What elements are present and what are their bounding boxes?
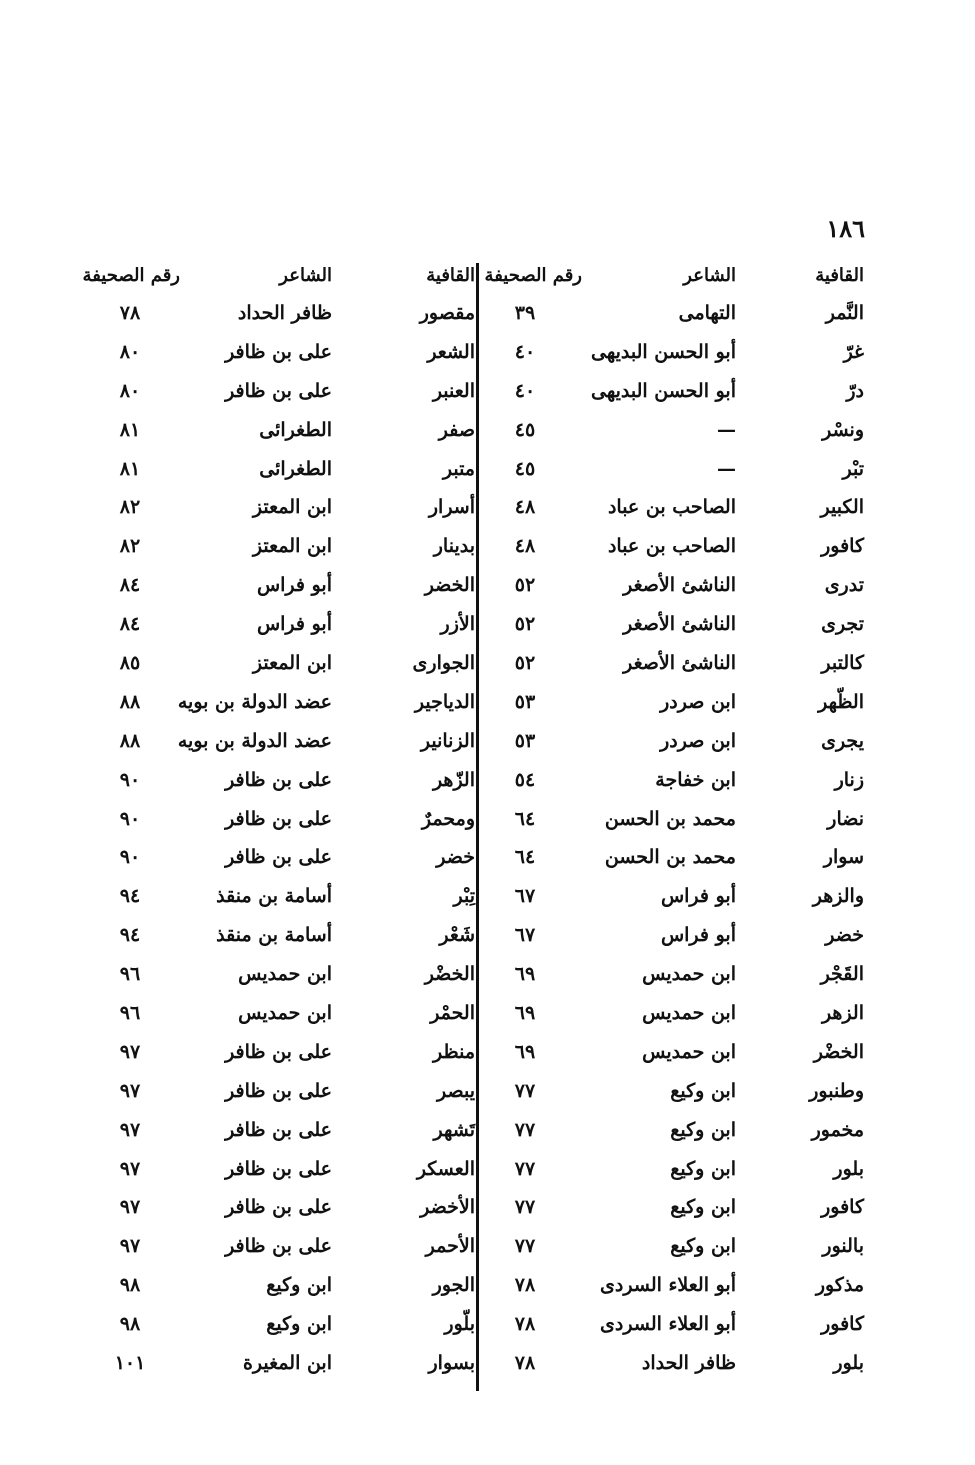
table-row [80, 761, 475, 800]
rhyme-cell: خضر [436, 846, 475, 869]
column-divider [476, 263, 479, 1391]
page-cell: ٨٠ [119, 340, 141, 363]
page-cell: ٤٠ [514, 340, 536, 363]
table-row [482, 683, 872, 722]
table-row [80, 605, 475, 644]
table-row [482, 916, 872, 955]
poet-cell: على بن ظافر [225, 379, 332, 402]
poet-cell: أبو الحسن البديهى [590, 340, 736, 363]
table-row [80, 1033, 475, 1072]
rhyme-cell: وطنبور [809, 1079, 864, 1102]
table-row [80, 877, 475, 916]
table-row [80, 1305, 475, 1344]
page-cell: ٤٠ [514, 379, 536, 402]
poet-cell: الصاحب بن عباد [607, 535, 736, 558]
poet-cell: ابن وكيع [670, 1196, 736, 1219]
table-row [80, 566, 475, 605]
rhyme-cell: الزهر [821, 1002, 864, 1025]
poet-cell: على بن ظافر [225, 1118, 332, 1141]
poet-cell: أبو فراس [256, 574, 332, 597]
table-row [482, 761, 872, 800]
poet-cell: أسامة بن منقذ [216, 885, 332, 908]
page-cell: ٨٥ [119, 652, 141, 675]
poet-cell: ابن صردر [660, 729, 736, 752]
table-row [80, 411, 475, 450]
page-cell: ٨٨ [119, 690, 141, 713]
rhyme-cell: الزنانير [420, 729, 475, 752]
poet-cell: ابن وكيع [670, 1118, 736, 1141]
table-row [482, 1150, 872, 1189]
rhyme-cell: الظّهر [818, 690, 864, 713]
rhyme-cell: العسكر [416, 1157, 475, 1180]
rhyme-cell: الأزر [440, 613, 475, 636]
rhyme-cell: مقصور [419, 302, 475, 324]
poet-cell: ابن وكيع [670, 1157, 736, 1180]
page-cell: ٩٨ [119, 1274, 141, 1297]
poet-cell: أبو الحسن البديهى [590, 379, 736, 402]
header-page: رقم الصحيفة [484, 265, 582, 286]
page-cell: ٩٧ [119, 1157, 141, 1180]
poet-cell: ابن وكيع [266, 1274, 332, 1297]
table-row [80, 1150, 475, 1189]
table-row [80, 916, 475, 955]
page-cell: ٩٤ [119, 924, 141, 947]
table-row [80, 955, 475, 994]
rhyme-cell: سوار [823, 846, 864, 869]
table-row [482, 1344, 872, 1383]
poet-cell: أسامة بن منقذ [216, 924, 332, 947]
page-cell: ٤٨ [514, 535, 536, 558]
rhyme-cell: تبْر [842, 457, 864, 480]
rhyme-cell: ونسْر [822, 418, 864, 441]
rhyme-cell: الحمْر [430, 1002, 475, 1025]
table-row [482, 605, 872, 644]
table-header [482, 258, 872, 294]
poet-cell: على بن ظافر [225, 768, 332, 791]
poet-cell: ابن المعتز [252, 652, 332, 675]
page-cell: ٤٥ [514, 457, 536, 480]
page-cell: ٨٢ [119, 496, 141, 519]
table-row [482, 1188, 872, 1227]
table-row [80, 294, 475, 333]
rhyme-cell: يبصر [437, 1079, 475, 1102]
page-cell: ٦٩ [514, 1040, 536, 1063]
page-cell: ٥٣ [514, 690, 536, 713]
page-cell: ٩٠ [119, 846, 141, 869]
page-cell: ٧٧ [514, 1196, 536, 1219]
page-cell: ٧٧ [514, 1157, 536, 1180]
table-row [482, 800, 872, 839]
table-row [482, 1266, 872, 1305]
poet-cell: ابن حمديس [238, 1002, 332, 1025]
rhyme-cell: الكبير [820, 496, 864, 519]
table-header [80, 258, 475, 294]
page-cell: ٤٨ [514, 496, 536, 519]
poet-cell: الناشئ الأصغر [623, 652, 736, 675]
page-cell: ٩٧ [119, 1118, 141, 1141]
page-cell: ١٠١ [114, 1352, 146, 1375]
rhyme-cell: بلور [833, 1352, 864, 1375]
page-cell: ٧٨ [514, 1313, 536, 1336]
rhyme-cell: بلور [833, 1157, 864, 1180]
table-row [80, 1111, 475, 1150]
poet-cell: التهامى [678, 302, 736, 324]
poet-cell: على بن ظافر [225, 1040, 332, 1063]
rhyme-cell: الشعر [427, 340, 475, 363]
rhyme-cell: بسوار [428, 1352, 475, 1375]
page-cell: ٣٩ [514, 302, 536, 324]
page-cell: ٧٧ [514, 1118, 536, 1141]
page-cell: ٥٢ [514, 574, 536, 597]
poet-cell: ابن وكيع [266, 1313, 332, 1336]
rhyme-cell: غرّ [843, 340, 864, 363]
poet-cell: أبو العلاء السردى [600, 1313, 736, 1336]
table-row [80, 800, 475, 839]
page-cell: ٨٨ [119, 729, 141, 752]
table-row [80, 1072, 475, 1111]
page-cell: ٦٩ [514, 963, 536, 986]
poet-cell: ابن المعتز [252, 496, 332, 519]
poet-cell: على بن ظافر [225, 807, 332, 830]
page-cell: ٤٥ [514, 418, 536, 441]
rhyme-cell: كافور [821, 1196, 864, 1219]
page-cell: ٨٠ [119, 379, 141, 402]
rhyme-cell: أسرار [428, 496, 475, 519]
rhyme-cell: كافور [821, 1313, 864, 1336]
table-row [482, 644, 872, 683]
page-cell: ٩٤ [119, 885, 141, 908]
poet-cell: — [717, 418, 736, 441]
table-row [80, 838, 475, 877]
table-row [80, 372, 475, 411]
poet-cell: أبو فراس [256, 613, 332, 636]
poet-cell: أبو فراس [660, 885, 736, 908]
page-cell: ٥٢ [514, 613, 536, 636]
table-row [80, 722, 475, 761]
table-row [482, 488, 872, 527]
poet-cell: محمد بن الحسن [604, 846, 736, 869]
page-cell: ٩٧ [119, 1079, 141, 1102]
rhyme-cell: بالنور [822, 1235, 864, 1258]
table-row [482, 877, 872, 916]
poet-cell: ابن المعتز [252, 535, 332, 558]
page-cell: ٦٤ [514, 846, 536, 869]
table-row [80, 450, 475, 489]
rhyme-cell: الجوارى [412, 652, 475, 675]
table-row [80, 1188, 475, 1227]
page-cell: ٧٧ [514, 1235, 536, 1258]
poet-cell: أبو فراس [660, 924, 736, 947]
page-cell: ٨٤ [119, 574, 141, 597]
poet-cell: على بن ظافر [225, 340, 332, 363]
page-cell: ٩٠ [119, 807, 141, 830]
poet-cell: ابن وكيع [670, 1235, 736, 1258]
rhyme-cell: زنار [834, 768, 864, 791]
table-row [80, 1344, 475, 1383]
rhyme-cell: القَجْر [820, 963, 864, 986]
table-row [80, 644, 475, 683]
rhyme-cell: شَعْر [439, 924, 475, 947]
page-cell: ٨١ [119, 457, 141, 480]
rhyme-cell: العنبر [432, 379, 475, 402]
table-row [482, 1033, 872, 1072]
table-row [80, 1227, 475, 1266]
poet-cell: محمد بن الحسن [604, 807, 736, 830]
poet-cell: ابن حمديس [642, 1040, 736, 1063]
page-cell: ٦٧ [514, 885, 536, 908]
rhyme-cell: يجرى [821, 729, 864, 752]
page-cell: ٧٧ [514, 1079, 536, 1102]
page-cell: ٩٦ [119, 1002, 141, 1025]
poet-cell: ابن صردر [660, 690, 736, 713]
table-row [80, 527, 475, 566]
poet-cell: ابن حمديس [642, 1002, 736, 1025]
rhyme-cell: الدياجير [414, 690, 475, 713]
rhyme-cell: كالتبر [821, 652, 864, 675]
rhyme-cell: الخضْر [424, 963, 475, 986]
page-number: ١٨٦ [826, 214, 865, 243]
table-row [482, 994, 872, 1033]
rhyme-cell: مذكور [815, 1274, 864, 1297]
table-row [80, 683, 475, 722]
poet-cell: ابن وكيع [670, 1079, 736, 1102]
poet-cell: ابن حمديس [238, 963, 332, 986]
page-cell: ٨٢ [119, 535, 141, 558]
poet-cell: على بن ظافر [225, 1235, 332, 1258]
index-table-left [80, 258, 475, 1383]
rhyme-cell: الأحمر [425, 1235, 475, 1258]
page-cell: ٦٤ [514, 807, 536, 830]
rhyme-cell: الأخضر [420, 1196, 475, 1219]
rhyme-cell: درّ [846, 379, 864, 402]
page-cell: ٧٨ [119, 302, 141, 324]
header-poet: الشاعر [279, 265, 332, 286]
rhyme-cell: الجور [432, 1274, 475, 1297]
page-cell: ٩٦ [119, 963, 141, 986]
table-row [80, 1266, 475, 1305]
table-row [482, 1305, 872, 1344]
rhyme-cell: بلّور [444, 1313, 475, 1336]
poet-cell: على بن ظافر [225, 1157, 332, 1180]
page-cell: ٧٨ [514, 1274, 536, 1297]
page-cell: ٩٧ [119, 1235, 141, 1258]
page-cell: ٧٨ [514, 1352, 536, 1375]
page-cell: ٩٠ [119, 768, 141, 791]
header-page: رقم الصحيفة [82, 265, 180, 286]
table-row [482, 838, 872, 877]
rhyme-cell: كافور [821, 535, 864, 558]
table-row [482, 294, 872, 333]
poet-cell: على بن ظافر [225, 846, 332, 869]
rhyme-cell: تِبْر [453, 885, 475, 908]
page-cell: ٥٣ [514, 729, 536, 752]
poet-cell: أبو العلاء السردى [600, 1274, 736, 1297]
table-row [482, 1111, 872, 1150]
page-cell: ٨١ [119, 418, 141, 441]
table-row [482, 372, 872, 411]
rhyme-cell: النَّمر [825, 302, 864, 324]
rhyme-cell: نضار [827, 807, 864, 830]
page-cell: ٦٧ [514, 924, 536, 947]
table-row [80, 994, 475, 1033]
poet-cell: الطغرائى [259, 457, 332, 480]
poet-cell: الناشئ الأصغر [623, 574, 736, 597]
poet-cell: — [717, 457, 736, 480]
poet-cell: ظافر الحداد [641, 1352, 736, 1375]
header-rhyme: القافية [815, 265, 864, 286]
table-row [482, 722, 872, 761]
index-table-right [482, 258, 872, 1383]
poet-cell: على بن ظافر [225, 1079, 332, 1102]
table-row [482, 527, 872, 566]
table-row [482, 411, 872, 450]
table-row [482, 450, 872, 489]
rhyme-cell: الخضْر [813, 1040, 864, 1063]
poet-cell: ابن المغيرة [242, 1352, 332, 1375]
table-row [482, 333, 872, 372]
rhyme-cell: ومحمرٌ [421, 807, 475, 830]
table-row [482, 1227, 872, 1266]
table-row [80, 488, 475, 527]
header-rhyme: القافية [426, 265, 475, 286]
poet-cell: ظافر الحداد [237, 302, 332, 324]
page-cell: ٨٤ [119, 613, 141, 636]
page-cell: ٩٧ [119, 1196, 141, 1219]
page-cell: ٥٤ [514, 768, 536, 791]
page-cell: ٩٨ [119, 1313, 141, 1336]
poet-cell: ابن حمديس [642, 963, 736, 986]
rhyme-cell: خضر [825, 924, 864, 947]
table-row [80, 333, 475, 372]
rhyme-cell: تَشهر [433, 1118, 475, 1141]
rhyme-cell: والزهر [812, 885, 864, 908]
rhyme-cell: الزّهر [432, 768, 475, 791]
poet-cell: الناشئ الأصغر [623, 613, 736, 636]
poet-cell: الصاحب بن عباد [607, 496, 736, 519]
poet-cell: ابن خفاجة [655, 768, 736, 791]
poet-cell: عضد الدولة بن بويه [177, 690, 332, 713]
rhyme-cell: منظر [433, 1040, 475, 1063]
table-row [482, 955, 872, 994]
page-cell: ٦٩ [514, 1002, 536, 1025]
rhyme-cell: تدرى [824, 574, 864, 597]
rhyme-cell: تجرى [821, 613, 864, 636]
poet-cell: الطغرائى [259, 418, 332, 441]
rhyme-cell: الخضر [424, 574, 475, 597]
poet-cell: عضد الدولة بن بويه [177, 729, 332, 752]
page-cell: ٩٧ [119, 1040, 141, 1063]
rhyme-cell: متبر [442, 457, 475, 480]
rhyme-cell: بدينار [433, 535, 475, 558]
table-row [482, 566, 872, 605]
rhyme-cell: صفر [438, 418, 475, 441]
table-row [482, 1072, 872, 1111]
poet-cell: على بن ظافر [225, 1196, 332, 1219]
rhyme-cell: مخمور [811, 1118, 864, 1141]
header-poet: الشاعر [683, 265, 736, 286]
page-cell: ٥٢ [514, 652, 536, 675]
